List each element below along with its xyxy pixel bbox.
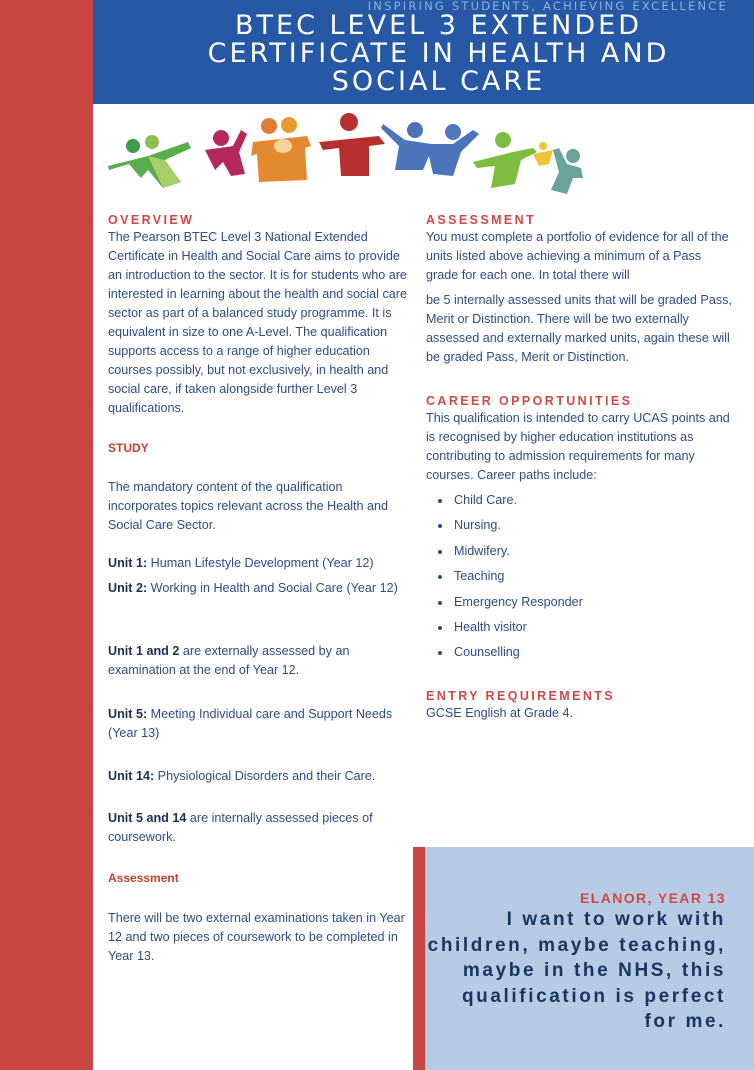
unit-2 [108, 579, 413, 598]
figure-blue-pair [381, 122, 479, 176]
page-title [93, 12, 754, 96]
quote-accent-stripe [413, 847, 425, 1070]
unit-14 [108, 767, 413, 786]
figure-green-pair [108, 135, 191, 188]
title-line-3: SOCIAL CARE [331, 66, 546, 97]
left-accent-bar [0, 0, 93, 1070]
career-item: Counselling [454, 643, 736, 662]
career-item: Health visitor [454, 618, 736, 637]
internal-assessment-note [108, 809, 413, 847]
unit-5-label: Unit 5: [108, 707, 148, 721]
career-item: Child Care. [454, 491, 736, 510]
figure-magenta [205, 130, 247, 176]
internal-note-label: Unit 5 and 14 [108, 811, 187, 825]
study-intro: The mandatory content of the qualification incorporates topics relevant across the Health and Social Care Sector. [108, 480, 389, 532]
external-assessment-note [108, 642, 413, 680]
study-heading: STUDY [108, 441, 149, 455]
overview-text: The Pearson BTEC Level 3 National Extended Certificate in Health and Social Care aims to provide an introduction to the sector. It is for students who are interested in learning about the health and social care sector as part of a balanced study programme. It is equivalent in size to one A-Level. The qualification supports access to a range of higher education courses possibly, but not exclusively, in health and social care, if taken alongside further Level 3 qualifications. [108, 230, 407, 415]
left-column [108, 212, 413, 966]
unit-14-label: Unit 14: [108, 769, 155, 783]
unit-5 [108, 705, 413, 743]
unit-1-text: Human Lifestyle Development (Year 12) [147, 556, 374, 570]
career-item: Nursing. [454, 516, 736, 535]
internal-note-text: are internally assessed pieces of coursework. [108, 811, 373, 844]
unit-2-text: Working in Health and Social Care (Year 12) [147, 581, 398, 595]
figure-teal [551, 148, 583, 194]
overview-heading: OVERVIEW [108, 213, 195, 227]
title-line-2: CERTIFICATE IN HEALTH AND [207, 38, 670, 69]
career-heading: CAREER OPPORTUNITIES [426, 394, 633, 408]
quote-text: I want to work with children, maybe teaching, maybe in the NHS, this qualification is perfect for me. [427, 909, 726, 1032]
career-list [426, 491, 736, 662]
unit-1-label: Unit 1: [108, 556, 148, 570]
study-assessment-heading: Assessment [108, 871, 179, 885]
entry-text: GCSE English at Grade 4. [426, 706, 573, 721]
external-note-label: Unit 1 and 2 [108, 644, 180, 658]
quote-author: ELANOR, YEAR 13 [580, 890, 726, 906]
career-item: Midwifery. [454, 542, 736, 561]
career-item: Teaching [454, 567, 736, 586]
figure-yellow-child [533, 142, 553, 166]
student-quote [413, 847, 754, 1070]
tagline: INSPIRING STUDENTS, ACHIEVING EXCELLENCE [367, 0, 728, 13]
figure-red [319, 113, 385, 176]
header-banner [93, 0, 754, 104]
entry-heading: ENTRY REQUIREMENTS [426, 689, 616, 704]
title-line-1: BTEC LEVEL 3 EXTENDED [235, 10, 642, 41]
unit-2-label: Unit 2: [108, 581, 148, 595]
study-assessment-text: There will be two external examinations taken in Year 12 and two pieces of coursework to be completed in Year 13. [108, 911, 405, 963]
assessment-text-1: You must complete a portfolio of evidence for all of the units listed above achieving a minimum of a Pass grade for each one. In total there will [426, 230, 729, 282]
external-note-text: are externally assessed by an examination at the end of Year 12. [108, 644, 350, 677]
people-illustration [93, 104, 754, 200]
assessment-heading: ASSESSMENT [426, 213, 537, 227]
figure-orange-pair [251, 117, 311, 182]
unit-5-text: Meeting Individual care and Support Needs (Year 13) [108, 707, 393, 740]
unit-1 [108, 554, 413, 573]
assessment-text-2: be 5 internally assessed units that will be graded Pass, Merit or Distinction. There will be two externally assessed and externally marked units, again these will be graded Pass, Merit or Distinction. [426, 293, 732, 364]
right-column [426, 212, 736, 723]
figure-lime [473, 132, 537, 188]
career-intro: This qualification is intended to carry UCAS points and is recognised by higher education institutions as contributing to admission requirements for many courses. Career paths include: [426, 411, 730, 482]
unit-14-text: Physiological Disorders and their Care. [154, 769, 376, 783]
career-item: Emergency Responder [454, 593, 736, 612]
